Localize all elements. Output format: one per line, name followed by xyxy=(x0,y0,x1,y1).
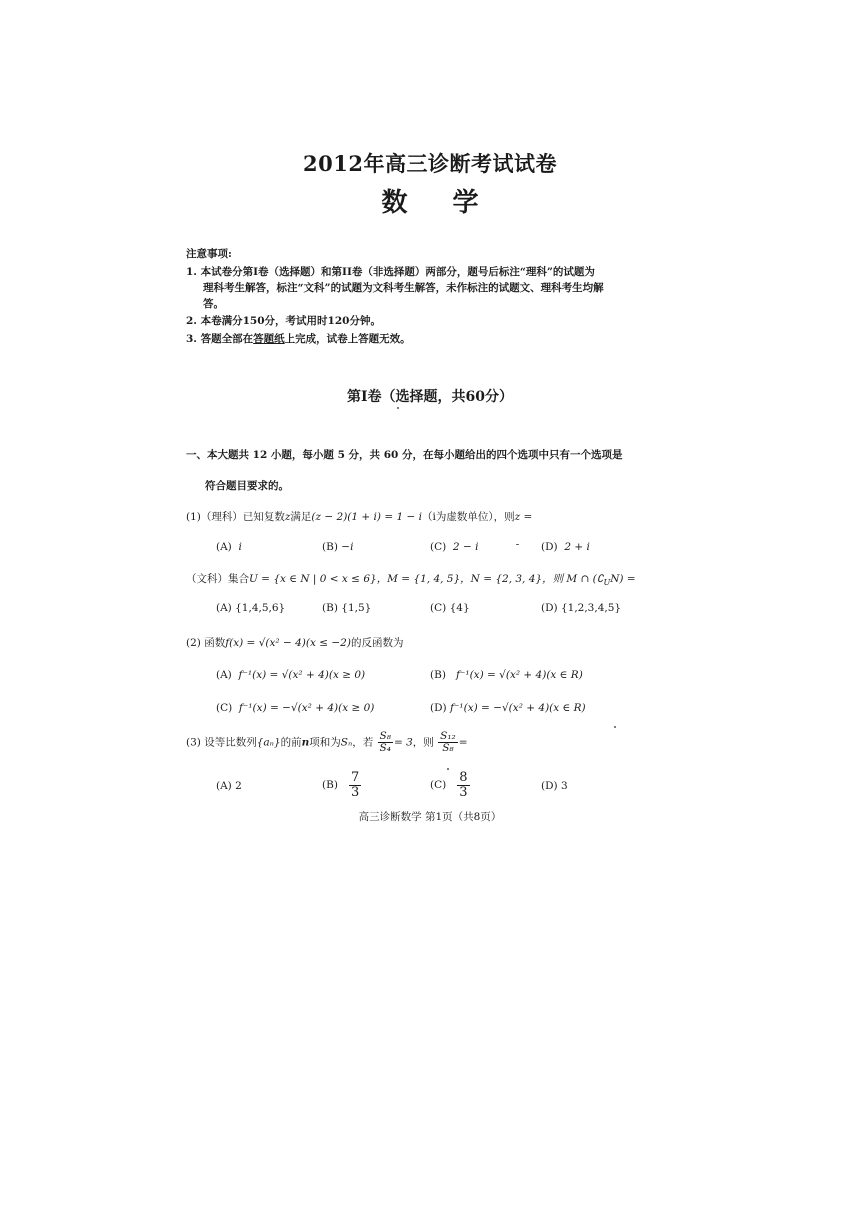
q1w-set-n: ，N = {2, 3, 4} xyxy=(460,573,543,585)
q2-option-c xyxy=(216,702,374,714)
q1-var-z: z xyxy=(284,511,291,523)
q3-option-a xyxy=(216,780,242,792)
q3-seq: {aₙ} xyxy=(256,736,281,749)
q3-ratio-2-den: S₈ xyxy=(442,742,454,755)
q1-option-a-text: i xyxy=(238,541,242,553)
q3-option-b-frac xyxy=(349,771,361,799)
q1-option-d xyxy=(541,541,590,553)
q1-stem-paren: （i为虚数单位），则 xyxy=(422,511,515,523)
scan-speck xyxy=(447,768,449,770)
q1w-stem-pre: （文科）集合 xyxy=(186,573,249,585)
q1-option-b-text: −i xyxy=(341,541,354,553)
scan-speck xyxy=(614,726,616,728)
q3-ratio-1-num: S₈ xyxy=(379,730,391,742)
q1w-stem xyxy=(186,571,636,587)
scan-speck xyxy=(516,544,519,545)
q3-option-c-den: 3 xyxy=(459,784,468,800)
page-footer: 高三诊断数学 第1页（共8页） xyxy=(358,811,502,823)
q2-option-d xyxy=(430,702,586,714)
note-1-line-2: 理科考生解答，标注“文科”的试题为文科考生解答，未作标注的试题文、理科考生均解 xyxy=(203,282,604,294)
exam-subject: 数 学 xyxy=(381,188,497,218)
q1w-option-b xyxy=(322,602,371,614)
q2-option-a xyxy=(216,669,365,681)
section-title: 第I卷（选择题，共60分） xyxy=(346,389,514,405)
q2-domain: (x ≤ −2) xyxy=(305,637,351,649)
q3-option-c-label: (C) xyxy=(430,779,447,792)
q3-option-b-label: (B) xyxy=(322,779,338,792)
q2-stem-end: 的反函数为 xyxy=(350,637,404,649)
q3-stem-mid2: 项和为 xyxy=(309,736,341,749)
q3-option-b xyxy=(322,771,362,799)
q2-option-c-label: (C) xyxy=(216,702,233,714)
note-2: 2. 本卷满分150分，考试用时120分钟。 xyxy=(186,315,381,327)
q1w-option-a-text: {1,4,5,6} xyxy=(235,602,286,614)
q3-sum: Sₙ xyxy=(340,736,353,749)
note-3-post: 上完成，试卷上答题无效。 xyxy=(284,333,411,345)
q2-stem-pre: (2) 函数 xyxy=(186,637,226,649)
q1w-option-b-label: (B) xyxy=(322,602,338,614)
q3-option-a-label: (A) xyxy=(216,780,232,792)
q3-option-b-den: 3 xyxy=(350,784,360,800)
q1w-option-d-text: {1,2,3,4,5} xyxy=(560,602,622,614)
q3-eq-val: = 3 xyxy=(393,736,413,749)
exam-title: 2012年高三诊断考试试卷 xyxy=(303,151,557,176)
q1w-option-b-text: {1,5} xyxy=(341,602,372,614)
q3-ratio-2-num: S₁₂ xyxy=(440,730,456,742)
q1-stem xyxy=(186,509,532,524)
scan-speck xyxy=(397,407,399,409)
q3-stem-pre: (3) 设等比数列 xyxy=(186,736,257,749)
q2-option-c-text: f⁻¹(x) = −√(x² + 4)(x ≥ 0) xyxy=(238,702,375,714)
q1w-stem-close: N) = xyxy=(610,573,636,585)
q1-stem-pre: (1)（理科）已知复数 xyxy=(186,511,285,523)
q2-option-d-text: f⁻¹(x) = −√(x² + 4)(x ∈ R) xyxy=(449,702,586,714)
q3-option-d-label: (D) xyxy=(541,780,558,792)
q1-option-c-label: (C) xyxy=(430,541,447,553)
q1-option-c xyxy=(430,541,478,553)
instructions-line-1: 一、本大题共 12 小题，每小题 5 分，共 60 分，在每小题给出的四个选项中只有一个选项是 xyxy=(186,449,623,461)
q3-option-d xyxy=(541,780,568,792)
q1-option-b xyxy=(322,541,353,553)
q1-option-a xyxy=(216,541,242,553)
q3-option-c-num: 8 xyxy=(459,770,468,785)
q2-option-b xyxy=(430,669,583,681)
q2-option-b-text: f⁻¹(x) = √(x² + 4)(x ∈ R) xyxy=(455,669,583,681)
q3-option-d-text: 3 xyxy=(560,780,568,792)
q3-option-b-num: 7 xyxy=(350,770,360,785)
q1-stem-mid: 满足 xyxy=(290,511,312,523)
q1w-stem-end: ，则 M ∩ (∁ xyxy=(542,573,604,585)
note-3 xyxy=(186,331,411,346)
q3-option-c xyxy=(430,771,471,799)
q1-option-d-label: (D) xyxy=(541,541,558,553)
q1-option-b-label: (B) xyxy=(322,541,338,553)
q1w-option-c-text: {4} xyxy=(449,602,470,614)
q1w-option-a xyxy=(216,602,285,614)
q3-ratio-1 xyxy=(378,731,393,754)
q1w-set-u: U = {x ∈ N | 0 < x ≤ 6} xyxy=(249,573,377,585)
q3-stem xyxy=(186,731,468,754)
instructions-line-2: 符合题目要求的。 xyxy=(205,480,289,492)
q3-eq-end: = xyxy=(458,736,468,749)
q2-option-a-text: f⁻¹(x) = √(x² + 4)(x ≥ 0) xyxy=(238,669,366,681)
q1w-sub-u: U xyxy=(603,578,611,588)
q1-option-d-text: 2 + i xyxy=(564,541,590,553)
q2-func: f(x) = √(x² − 4) xyxy=(225,637,306,649)
q1w-set-m: ，M = {1, 4, 5} xyxy=(376,573,461,585)
q3-stem-if: ，若 xyxy=(352,736,374,749)
q2-option-d-label: (D) xyxy=(430,702,447,714)
q3-ratio-2 xyxy=(438,731,458,754)
q1w-option-d xyxy=(541,602,621,614)
q3-stem-then: ，则 xyxy=(412,736,434,749)
note-1-line-1: 1. 本试卷分第I卷（选择题）和第II卷（非选择题）两部分，题号后标注“理科”的试题为 xyxy=(186,266,595,278)
notes-heading: 注意事项: xyxy=(186,248,232,260)
q1-option-c-text: 2 − i xyxy=(452,541,479,553)
note-3-pre: 3. 答题全部在 xyxy=(186,333,254,345)
q3-stem-mid: 的前 xyxy=(280,736,302,749)
q3-option-a-text: 2 xyxy=(235,780,242,792)
q1-option-a-label: (A) xyxy=(216,541,232,553)
q3-ratio-1-den: S₄ xyxy=(379,742,391,755)
q1w-option-a-label: (A) xyxy=(216,602,232,614)
q3-var-n: n xyxy=(301,736,310,749)
q1w-option-c-label: (C) xyxy=(430,602,447,614)
q1-stem-end: z = xyxy=(514,511,533,523)
q2-option-b-label: (B) xyxy=(430,669,446,681)
q2-stem xyxy=(186,635,403,650)
q1w-option-d-label: (D) xyxy=(541,602,558,614)
note-1-line-3: 答。 xyxy=(203,298,224,310)
q3-option-c-frac xyxy=(457,771,469,799)
q1-equation: (z − 2)(1 + i) = 1 − i xyxy=(311,511,422,523)
q2-option-a-label: (A) xyxy=(216,669,232,681)
q1w-option-c xyxy=(430,602,470,614)
note-3-underline: 答题纸 xyxy=(253,333,285,345)
